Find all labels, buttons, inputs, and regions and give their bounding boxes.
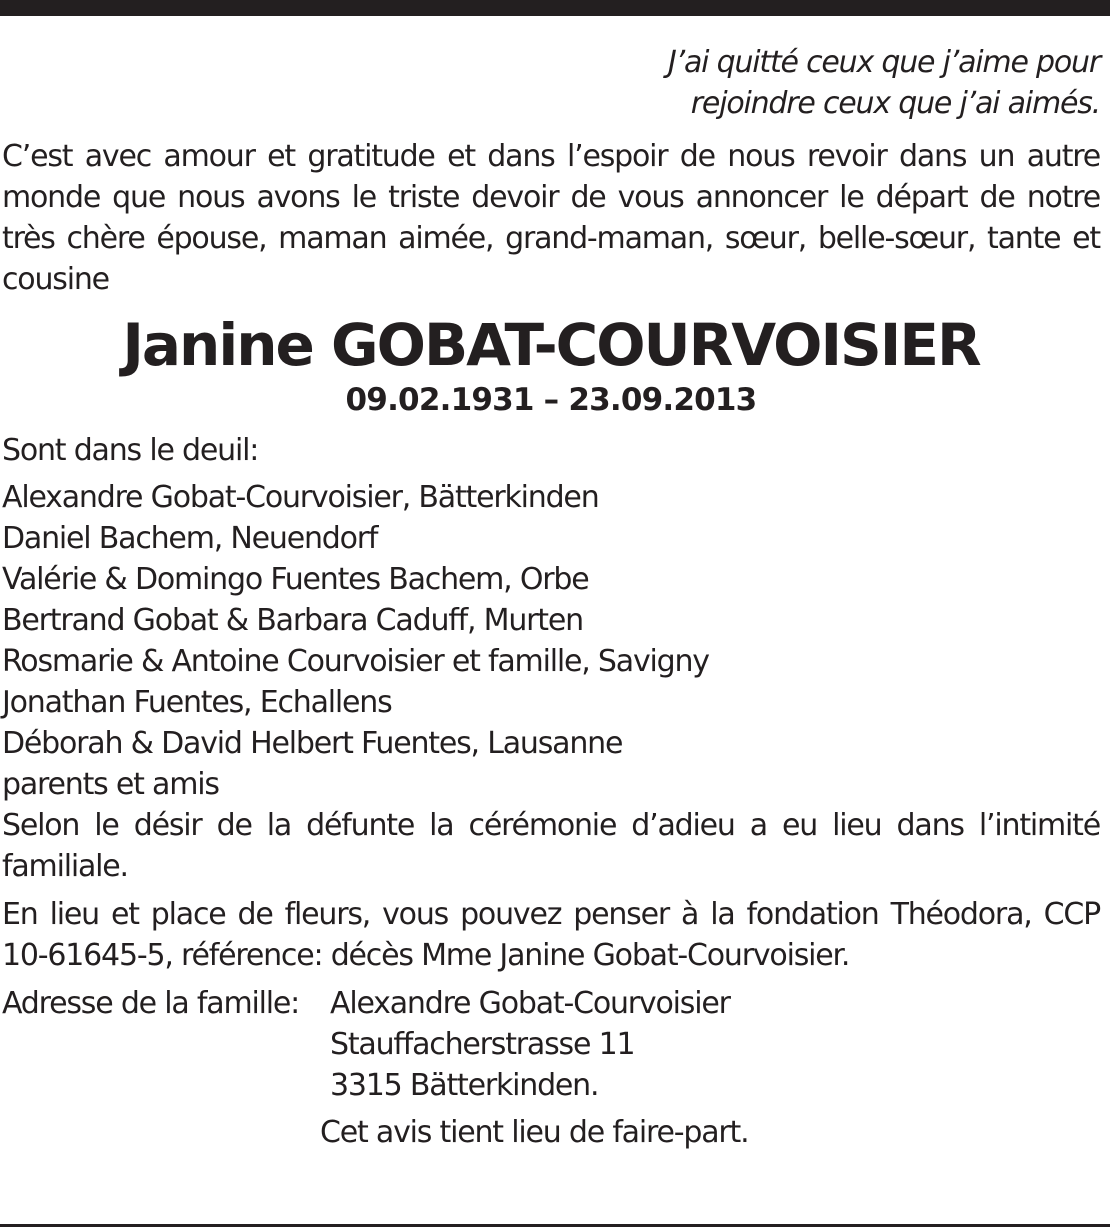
ceremony-note: Selon le désir de la défunte la cérémonie d’adieu a eu lieu dans l’intimité familiale.: [2, 808, 1100, 884]
address-line: 3315 Bätterkinden.: [330, 1068, 599, 1103]
mourners-list: [2, 477, 1100, 805]
epigraph-line: J’ai quitté ceux que j’aime pour: [667, 45, 1100, 80]
mourner-item: parents et amis: [2, 767, 219, 802]
epigraph: [2, 42, 1100, 124]
family-address: [2, 983, 1100, 1106]
address-lines: [330, 983, 730, 1106]
mourner-item: Bertrand Gobat & Barbara Caduff, Murten: [2, 603, 583, 638]
mourner-item: Valérie & Domingo Fuentes Bachem, Orbe: [2, 562, 589, 597]
life-dates: 09.02.1931 – 23.09.2013: [345, 382, 757, 418]
address-label: Adresse de la famille:: [2, 986, 300, 1021]
mourners-title: Sont dans le deuil:: [2, 433, 259, 468]
deceased-name: Janine GOBAT-COURVOISIER: [122, 311, 980, 379]
bottom-rule: [0, 1224, 1110, 1227]
obituary-notice: [2, 42, 1100, 1153]
mourner-item: Alexandre Gobat-Courvoisier, Bätterkinden: [2, 480, 599, 515]
mourner-item: Rosmarie & Antoine Courvoisier et famille, Savigny: [2, 644, 709, 679]
closing-note: Cet avis tient lieu de faire-part.: [320, 1115, 749, 1150]
address-line: Alexandre Gobat-Courvoisier: [330, 986, 730, 1021]
mourner-item: Jonathan Fuentes, Echallens: [2, 685, 392, 720]
announcement-text: C’est avec amour et gratitude et dans l’espoir de nous revoir dans un autre monde que nous avons le triste devoir de vous annoncer le départ de notre très chère épouse, maman aimée, grand-maman, sœur, belle-sœur, tante et cousine: [2, 139, 1100, 297]
donation-note: En lieu et place de fleurs, vous pouvez penser à la fondation Théodora, CCP 10-61645-5, référence: décès Mme Janine Gobat-Courvoisier.: [2, 897, 1100, 973]
mourner-item: Déborah & David Helbert Fuentes, Lausanne: [2, 726, 623, 761]
mourner-item: Daniel Bachem, Neuendorf: [2, 521, 378, 556]
address-line: Stauffacherstrasse 11: [330, 1027, 635, 1062]
epigraph-line: rejoindre ceux que j’ai aimés.: [690, 86, 1100, 121]
top-rule: [0, 0, 1110, 16]
